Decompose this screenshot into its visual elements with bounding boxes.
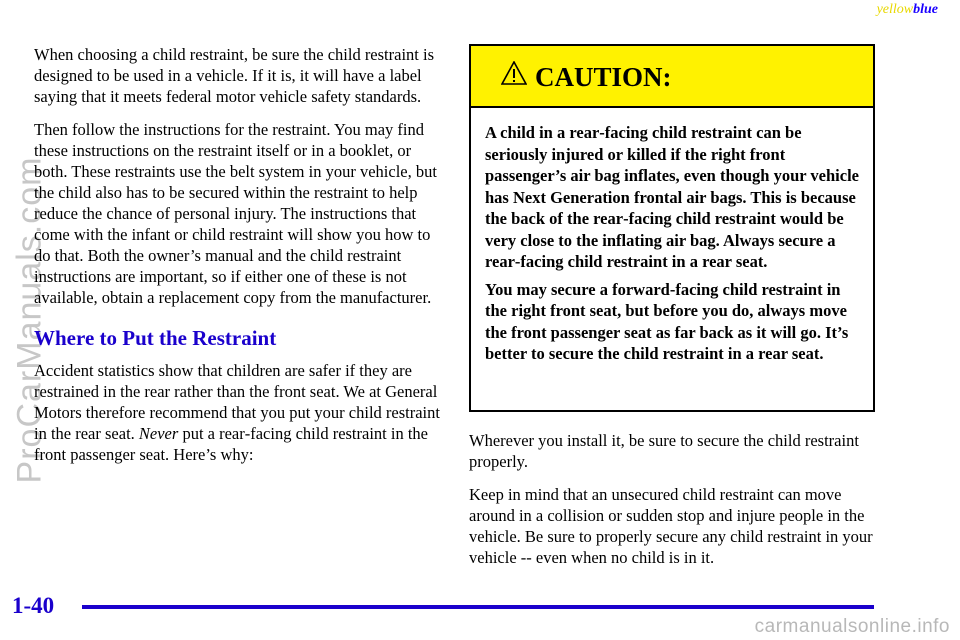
- right-paragraph-2: Keep in mind that an unsecured child restraint can move around in a collision or sudden stop and injure people in the vehicle. Be sure to properly secure any child restraint in your vehicle ‐‐ even when no child is in it.: [469, 485, 873, 567]
- emphasis-never: Never: [138, 424, 179, 443]
- right-column: [469, 430, 879, 580]
- color-mark-yellow: yellow: [876, 2, 914, 17]
- footer-watermark: carmanualsonline.info: [754, 616, 950, 637]
- left-paragraph-1: When choosing a child restraint, be sure the child restraint is designed to be used in a vehicle. If it is, it will have a label saying that it meets federal motor vehicle safety standards.: [34, 45, 435, 106]
- color-mark-blue: blue: [913, 2, 938, 17]
- left-paragraph-3: [34, 360, 444, 465]
- page-number: 1-40: [12, 593, 55, 618]
- caution-paragraph-2: You may secure a forward‐facing child restraint in the right front seat, but before you do, always move the front passenger seat as far back as it will go. It’s better to secure the child restraint in a rear seat.: [485, 279, 849, 363]
- footer-rule: [82, 605, 874, 609]
- left-paragraph-3-end: put a rear‐facing child restraint in the front passenger seat. Here’s why:: [34, 424, 428, 464]
- right-paragraph-1: Wherever you install it, be sure to secure the child restraint properly.: [469, 431, 859, 471]
- left-paragraph-2: Then follow the instructions for the restraint. You may find these instructions on the restraint itself or in a booklet, or both. These restraints use the belt system in your vehicle, but the child also has to be secured within the restraint to help reduce the chance of personal injury. The instructions that come with the infant or child restraint will show you how to do that. Both the owner’s manual and the child restraint instructions are important, so if either one of these is not available, obtain a replacement copy from the manufacturer.: [34, 120, 437, 307]
- caution-header: [471, 46, 873, 108]
- caution-body: [471, 108, 873, 365]
- side-watermark: ProCarManuals.com: [10, 156, 49, 484]
- section-heading: Where to Put the Restraint: [34, 326, 277, 350]
- print-color-mark: [877, 2, 938, 18]
- caution-title: CAUTION:: [535, 62, 672, 92]
- left-paragraph-3-start: Accident statistics show that children are safer if they are restrained in the rear rather than the front seat. We at General Motors therefore recommend that you put your child restraint in the rear seat.: [34, 361, 440, 443]
- caution-paragraph-1: A child in a rear‐facing child restraint can be seriously injured or killed if the right front passenger’s air bag inflates, even though your vehicle has Next Generation frontal air bags. This is because the back of the rear‐facing child restraint would be very close to the inflating air bag. Always secure a rear‐facing child restraint in a rear seat.: [485, 123, 859, 271]
- caution-box: [469, 44, 875, 412]
- left-column: [34, 44, 444, 477]
- warning-triangle-icon: [501, 61, 527, 90]
